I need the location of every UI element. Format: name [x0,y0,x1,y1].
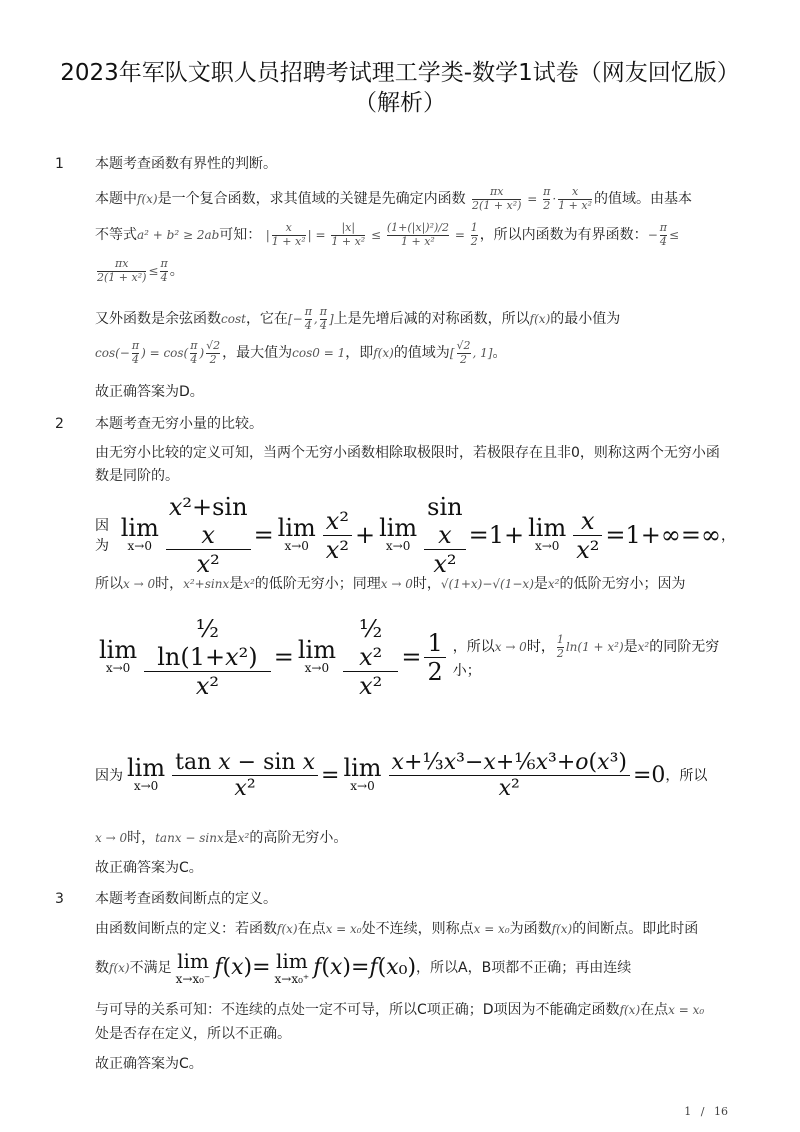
paragraph: 由函数间断点的定义：若函数f(x)在点x = x₀处不连续，则称点x = x₀为函数f(x)的间断点。即此时函 [95,921,699,937]
paragraph: x → 0时，tanx − sinx是x²的高阶无穷小。 [95,830,348,846]
paragraph: cos(− $\frac{\pi}{4}$ ) = cos( $\frac{\pi}{4}$ ) $\frac{√2}{2}$ ，最大值为cos0 = 1，即f(x)的值域为[ $\frac{√2}{2}$ , 1]。 [95,339,507,366]
question-heading: 本题考查无穷小量的比较。 [95,416,263,432]
paragraph: 不等式a² + b² ≥ 2ab可知： | $\frac{x}{\text{1 + x²}}$ | = $\frac{|x|}{\text{1 + x²}}$ ≤ $\frac{\text{(1+(|x|)²)/2}}{\text{1 + x²}}$ = $\frac{1}{2}$ ，所以内函数为有界函数：− $\frac{\pi}{4}$ ≤ [95,221,680,248]
paragraph: 本题中f(x)是一个复合函数，求其值域的关键是先确定内函数 $\frac{\pi x}{\text{2(1 + x²)}}$ = $\frac{\pi}{2}$ · $\frac{x}{\text{1 + x²}}$ 的值域。由基本 [95,185,693,212]
question-number: 2 [55,416,64,432]
question-heading: 本题考查函数有界性的判断。 [95,156,277,172]
paragraph: 又外函数是余弦函数cost，它在[− $\frac{\pi}{4}$ , $\frac{\pi}{4}$ ]上是先增后减的对称函数，所以f(x)的最小值为 [95,305,621,332]
question-heading: 本题考查函数间断点的定义。 [95,891,277,907]
answer: 故正确答案为D。 [95,384,204,400]
page-indicator: 1 / 16 [684,1105,728,1118]
question-number: 1 [55,156,64,172]
paragraph: 与可导的关系可知：不连续的点处一定不可导，所以C项正确；D项因为不能确定函数f(x)在点x = x₀ [95,1002,705,1018]
answer: 故正确答案为C。 [95,1056,203,1072]
paragraph: $\frac{\pi x}{\text{2(1 + x²)}}$ ≤ $\frac{\pi}{4}$ 。 [97,257,184,284]
question-number: 3 [55,891,64,907]
formula-2: lim x→0 $\frac{\text{½ ln(1+x²)}}{\text{x²}}$ = lim x→0 $\frac{\text{½ x²}}{\text{x²}}$ = $\frac{1}{2}$ ，所以x → 0时， $\frac{1}{2}$ ln(1 + x²)是x²的同阶无穷小； [99,614,720,700]
paragraph: 处是否存在定义，所以不正确。 [95,1026,291,1042]
formula-3: 因为 lim x→0 $\frac{\text{tan x − sin x}}{\text{x²}}$ = lim x→0 $\frac{\text{x+⅓x³−x+⅙x³+o(x³)}}{\text{x²}}$ =0 ，所以 [95,749,708,801]
page-title: 2023年军队文职人员招聘考试理工学类-数学1试卷（网友回忆版）（解析） [60,60,740,116]
paragraph: 所以x → 0时，x²+sinx是x²的低阶无穷小；同理x → 0时，√(1+x)−√(1−x)是x²的低阶无穷小；因为 [95,576,686,592]
paragraph: 由无穷小比较的定义可知，当两个无穷小函数相除取极限时，若极限存在且非0，则称这两个无穷小函数是同阶的。 [95,445,720,484]
formula-1: 因为 lim x→0 $\frac{\text{x²+sin x}}{\text{x²}}$ = lim x→0 x² x² + lim x→0 $\frac{\text{sin x}}{\text{x²}}$ =1+ lim x→0 $\frac{x}{\text{x²}}$ =1+∞=∞ ， [95,492,735,578]
paragraph: 数 f(x) 不满足 lim x→x₀⁻ f(x)= lim x→x₀⁺ f(x)=f(x₀) ，所以A，B项都不正确；再由连续 [95,949,632,986]
answer: 故正确答案为C。 [95,860,203,876]
